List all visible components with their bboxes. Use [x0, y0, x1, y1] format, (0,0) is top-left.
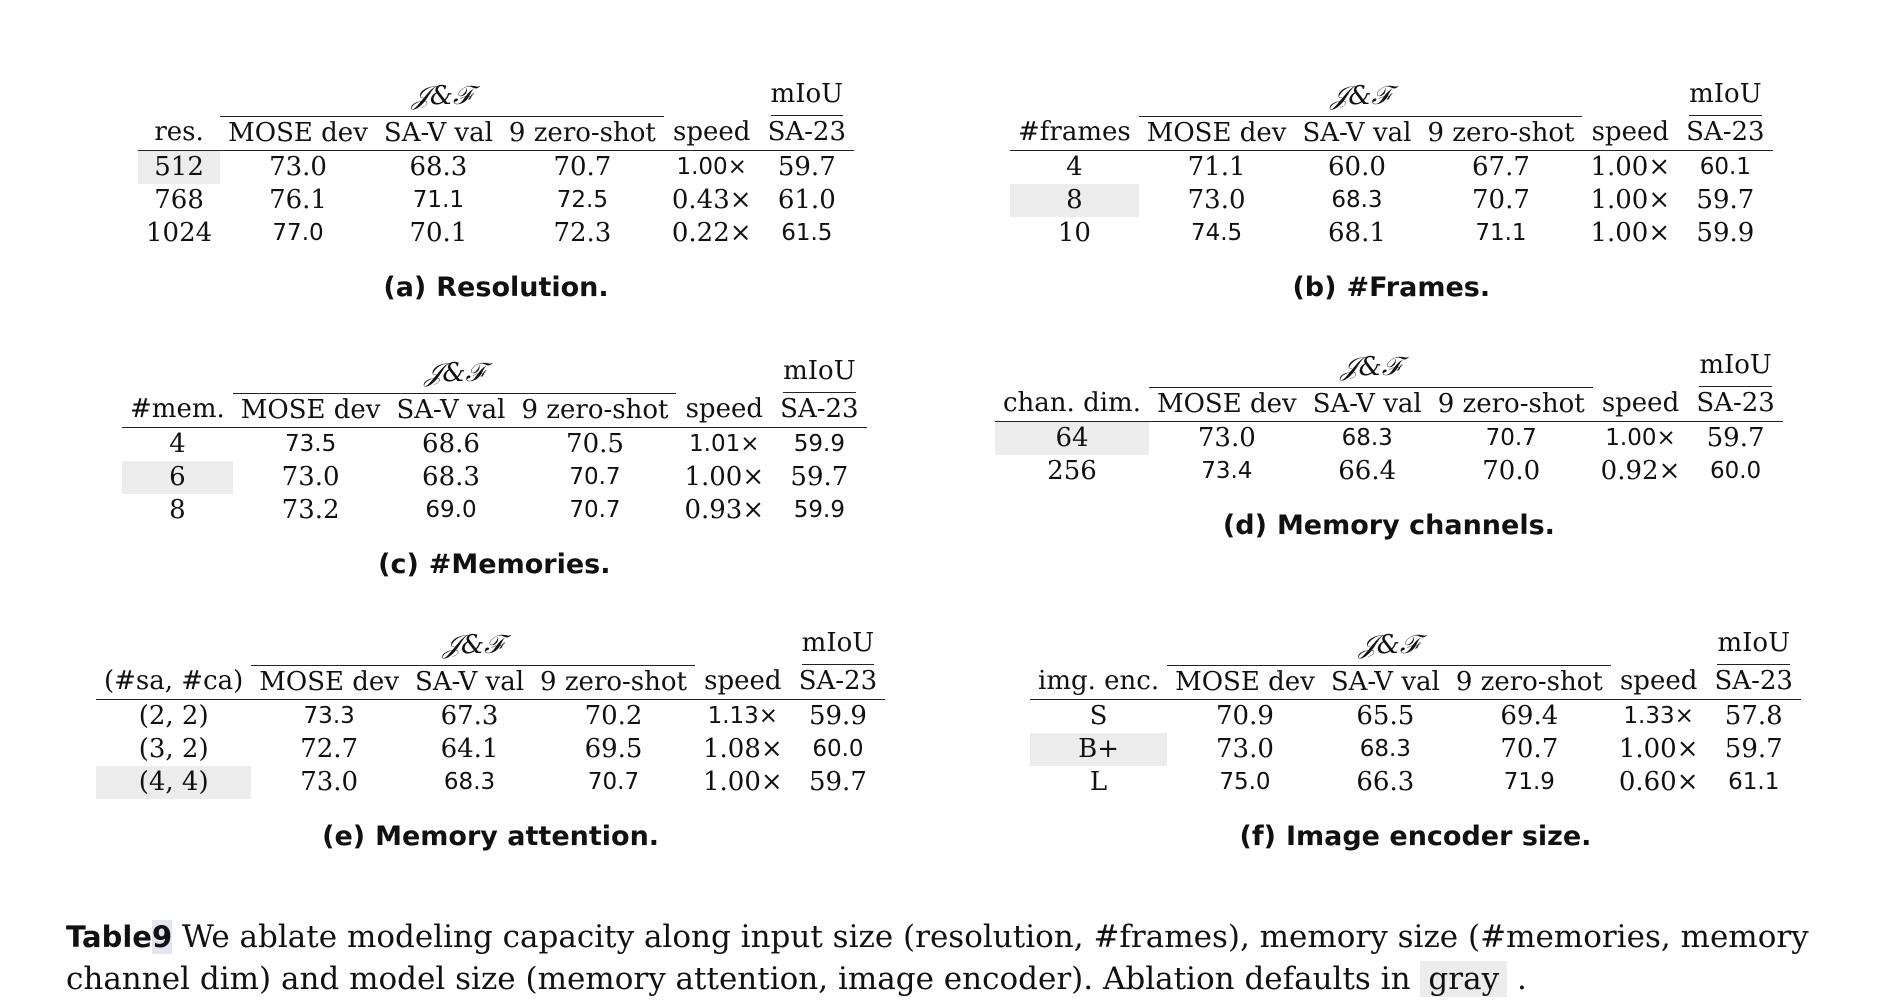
table-cell: 1.00×: [684, 461, 765, 492]
group-header-miou: mIoU: [783, 355, 856, 393]
group-header-jf: 𝒥&ℱ: [411, 81, 473, 112]
column-header: 9 zero-shot: [532, 665, 695, 699]
table-cell: 68.3: [1341, 424, 1393, 451]
column-header: res.: [138, 116, 220, 150]
table-cell: 75.0: [1219, 768, 1271, 795]
header-spacer: [1010, 78, 1139, 116]
row-label-cell: 4: [1066, 151, 1083, 182]
group-header-miou: mIoU: [802, 627, 875, 665]
subtable-caption: [1030, 821, 1801, 852]
ablation-table: [122, 355, 867, 527]
table-cell: 73.0: [1187, 184, 1246, 215]
group-header-jf: 𝒥&ℱ: [443, 630, 504, 661]
group-header-cell: [220, 78, 664, 116]
column-header: SA-V val: [1323, 665, 1448, 699]
subtable-b: [1010, 78, 1773, 303]
column-header: MOSE dev: [233, 393, 389, 427]
table-cell: 0.93×: [684, 494, 765, 525]
table-row: [995, 455, 1783, 488]
column-header: #mem.: [122, 393, 233, 427]
header-spacer: [1611, 627, 1707, 665]
table-cell: 69.4: [1500, 700, 1559, 731]
table-cell: 68.3: [1359, 735, 1411, 762]
header-spacer: [1593, 349, 1689, 387]
table-cell: 71.1: [1187, 151, 1246, 182]
ablation-table: [1010, 78, 1773, 250]
table-cell: 71.1: [1475, 219, 1527, 246]
table-cell: 59.7: [777, 151, 836, 182]
table-cell: 64.1: [440, 733, 499, 764]
table-cell: 67.7: [1472, 151, 1530, 182]
column-header: 9 zero-shot: [1448, 665, 1611, 699]
table-cell: 70.1: [409, 217, 468, 248]
subtable-caption-text: Memory attention.: [375, 820, 660, 852]
group-header-miou-cell: [1678, 78, 1772, 116]
column-header: 9 zero-shot: [501, 116, 664, 150]
table-cell: 73.0: [1197, 422, 1256, 453]
table-row: [1030, 766, 1801, 799]
group-header-jf: 𝒥&ℱ: [1358, 630, 1420, 661]
table-cell: 69.0: [425, 496, 477, 523]
table-row: [1010, 184, 1773, 217]
table-cell: 61.5: [781, 219, 833, 246]
table-cell: 74.5: [1190, 219, 1243, 246]
subtable-f: [1030, 627, 1801, 852]
row-label-cell: 4: [169, 428, 186, 459]
group-header-jf: 𝒥&ℱ: [424, 358, 485, 389]
table-cell: 1.08×: [703, 733, 783, 764]
row-label-cell: 256: [1047, 455, 1097, 486]
table-cell: 59.7: [808, 766, 867, 797]
column-header: speed: [1582, 116, 1678, 150]
column-header: SA-23: [1678, 116, 1772, 150]
table-cell: 70.7: [553, 151, 612, 182]
row-label-cell: B+: [1030, 733, 1167, 766]
table-cell: 77.0: [272, 219, 324, 246]
table-cell: 68.1: [1328, 217, 1386, 248]
table-cell: 66.3: [1356, 766, 1415, 797]
table-cell: 1.13×: [707, 702, 779, 729]
table-cell: 61.0: [777, 184, 836, 215]
table-row: [995, 421, 1783, 455]
group-header-miou: mIoU: [771, 78, 844, 116]
subtable-c: [122, 355, 867, 580]
table-cell: 59.7: [790, 461, 849, 492]
group-header-jf: 𝒥&ℱ: [1330, 81, 1391, 112]
column-header: speed: [1593, 387, 1689, 421]
table-row: [138, 184, 854, 217]
table-row: [96, 733, 885, 766]
table-row: [122, 461, 867, 494]
group-header-cell: [1167, 627, 1611, 665]
table-cell: 76.1: [269, 184, 327, 215]
caption-label: Table: [66, 920, 152, 954]
table-cell: 70.7: [569, 496, 621, 523]
caption-number[interactable]: 9: [151, 920, 173, 954]
group-header-miou: mIoU: [1699, 349, 1772, 387]
table-cell: 57.8: [1724, 700, 1783, 731]
group-header-miou-cell: [760, 78, 854, 116]
subtable-e: [96, 627, 885, 852]
caption-gray-word: gray: [1420, 961, 1507, 997]
table-cell: 71.9: [1503, 768, 1555, 795]
column-header: 9 zero-shot: [1430, 387, 1593, 421]
column-header: SA-23: [772, 393, 866, 427]
table-cell: 1.33×: [1623, 702, 1694, 729]
row-label-cell: 6: [122, 461, 233, 494]
column-header: SA-V val: [376, 116, 501, 150]
table-cell: 67.3: [440, 700, 499, 731]
column-header: MOSE dev: [1167, 665, 1323, 699]
row-label-cell: (4, 4): [96, 766, 251, 799]
ablation-table: [995, 349, 1783, 488]
subtable-caption-text: Image encoder size.: [1285, 820, 1592, 852]
column-header: 9 zero-shot: [514, 393, 677, 427]
table-cell: 59.9: [1696, 217, 1755, 248]
column-header: speed: [695, 665, 791, 699]
table-cell: 0.60×: [1618, 766, 1699, 797]
column-header: 9 zero-shot: [1419, 116, 1582, 150]
group-header-cell: [1139, 78, 1583, 116]
table-row: [122, 427, 867, 461]
row-label-cell: 10: [1057, 217, 1091, 248]
column-header: SA-V val: [1294, 116, 1419, 150]
table-cell: 1.00×: [1590, 151, 1671, 182]
table-row: [122, 494, 867, 527]
table-cell: 70.7: [1485, 424, 1537, 451]
table-cell: 59.7: [1706, 422, 1765, 453]
table-cell: 59.7: [1696, 184, 1755, 215]
column-header: SA-V val: [1305, 387, 1430, 421]
table-cell: 70.2: [584, 700, 643, 731]
subtable-caption-text: #Memories.: [428, 548, 611, 580]
column-header: SA-23: [791, 665, 885, 699]
group-header-miou: mIoU: [1717, 627, 1790, 665]
row-label-cell: (2, 2): [138, 700, 209, 731]
ablation-table: [96, 627, 885, 799]
subtable-caption-text: Resolution.: [436, 271, 609, 303]
table-cell: 70.5: [566, 428, 624, 459]
table-cell: 72.5: [556, 186, 608, 213]
column-header: MOSE dev: [1139, 116, 1295, 150]
table-cell: 0.43×: [671, 184, 752, 215]
subtable-caption-label: (a): [383, 271, 427, 303]
column-header: speed: [676, 393, 772, 427]
table-cell: 59.9: [793, 430, 845, 457]
subtable-caption: [138, 272, 854, 303]
row-label-cell: (3, 2): [138, 733, 209, 764]
table-cell: 1.00×: [703, 766, 783, 797]
subtable-d: [995, 349, 1783, 541]
table-cell: 70.7: [587, 768, 640, 795]
table-cell: 72.3: [553, 217, 612, 248]
subtable-caption-label: (f): [1239, 820, 1276, 852]
table-cell: 60.0: [1709, 457, 1762, 484]
table-cell: 69.5: [584, 733, 643, 764]
subtable-caption: [122, 549, 867, 580]
table-cell: 59.9: [793, 496, 845, 523]
caption-text-before: We ablate modeling capacity along input size (resolution, #frames), memory size (#memories, memory channel dim) and model size (memory attention, image encoder). Ablation defaults in: [66, 919, 1809, 997]
subtable-caption-label: (d): [1222, 509, 1267, 541]
column-header: speed: [664, 116, 760, 150]
column-header: #frames: [1010, 116, 1139, 150]
table-row: [1010, 150, 1773, 184]
table-cell: 1.00×: [1590, 217, 1671, 248]
table-cell: 60.1: [1699, 153, 1751, 180]
header-spacer: [1582, 78, 1678, 116]
column-header: speed: [1611, 665, 1707, 699]
table-row: [96, 766, 885, 799]
table-cell: 71.1: [412, 186, 465, 213]
table-cell: 1.00×: [1590, 184, 1671, 215]
table-cell: 70.9: [1216, 700, 1274, 731]
column-header: MOSE dev: [1149, 387, 1305, 421]
header-spacer: [138, 78, 220, 116]
table-cell: 0.22×: [671, 217, 752, 248]
row-label-cell: 64: [995, 421, 1149, 455]
table-cell: 70.0: [1482, 455, 1541, 486]
table-cell: 59.7: [1724, 733, 1783, 764]
group-header-miou-cell: [1688, 349, 1782, 387]
group-header-cell: [1149, 349, 1593, 387]
row-label-cell: L: [1089, 766, 1108, 797]
row-label-cell: 8: [169, 494, 186, 525]
column-header: SA-23: [760, 116, 854, 150]
table-cell: 73.2: [281, 494, 340, 525]
table-cell: 60.0: [1328, 151, 1386, 182]
group-header-cell: [251, 627, 695, 665]
table-cell: 70.7: [1500, 733, 1559, 764]
subtable-caption-label: (c): [378, 548, 419, 580]
header-spacer: [676, 355, 772, 393]
table-cell: 1.01×: [689, 430, 760, 457]
header-spacer: [664, 78, 760, 116]
table-cell: 66.4: [1338, 455, 1397, 486]
column-header: (#sa, #ca): [96, 665, 251, 699]
table-cell: 68.3: [409, 151, 468, 182]
ablation-table: [1030, 627, 1801, 799]
table-cell: 68.3: [443, 768, 496, 795]
table-cell: 70.7: [569, 463, 621, 490]
table-cell: 73.0: [300, 766, 359, 797]
table-cell: 73.0: [281, 461, 340, 492]
subtable-caption-label: (b): [1292, 271, 1337, 303]
subtable-caption-text: Memory channels.: [1276, 509, 1555, 541]
subtable-caption-label: (e): [322, 820, 366, 852]
column-header: SA-V val: [407, 665, 532, 699]
table-row: [1030, 733, 1801, 766]
table-cell: 61.1: [1728, 768, 1780, 795]
table-caption: [66, 916, 1876, 1000]
table-row: [138, 217, 854, 250]
table-row: [138, 150, 854, 184]
table-cell: 73.0: [1216, 733, 1274, 764]
group-header-jf: 𝒥&ℱ: [1340, 352, 1401, 383]
row-label-cell: 8: [1010, 184, 1139, 217]
header-spacer: [695, 627, 791, 665]
group-header-miou-cell: [791, 627, 885, 665]
table-cell: 73.0: [269, 151, 327, 182]
table-cell: 73.5: [285, 430, 337, 457]
column-header: img. enc.: [1030, 665, 1167, 699]
table-row: [96, 699, 885, 733]
table-cell: 1.00×: [1605, 424, 1676, 451]
table-cell: 0.92×: [1600, 455, 1681, 486]
header-spacer: [96, 627, 251, 665]
table-cell: 59.9: [808, 700, 867, 731]
column-header: MOSE dev: [251, 665, 407, 699]
column-header: MOSE dev: [220, 116, 376, 150]
group-header-miou: mIoU: [1689, 78, 1762, 116]
row-label-cell: 1024: [146, 217, 213, 248]
table-cell: 65.5: [1356, 700, 1415, 731]
subtable-caption: [96, 821, 885, 852]
table-cell: 1.00×: [676, 153, 747, 180]
table-cell: 60.0: [812, 735, 864, 762]
subtable-caption-text: #Frames.: [1346, 271, 1491, 303]
row-label-cell: 512: [138, 150, 220, 184]
subtable-caption: [1010, 272, 1773, 303]
group-header-miou-cell: [1707, 627, 1801, 665]
subtable-a: [138, 78, 854, 303]
header-spacer: [122, 355, 233, 393]
table-cell: 68.6: [422, 428, 480, 459]
group-header-miou-cell: [772, 355, 866, 393]
column-header: SA-23: [1688, 387, 1782, 421]
group-header-cell: [233, 355, 677, 393]
table-cell: 72.7: [300, 733, 359, 764]
table-cell: 73.4: [1201, 457, 1253, 484]
ablation-table: [138, 78, 854, 250]
table-cell: 68.3: [422, 461, 480, 492]
caption-text-after: .: [1507, 961, 1527, 997]
row-label-cell: S: [1089, 700, 1108, 731]
row-label-cell: 768: [154, 184, 204, 215]
table-row: [1010, 217, 1773, 250]
table-cell: 73.3: [303, 702, 355, 729]
column-header: SA-23: [1707, 665, 1801, 699]
table-cell: 68.3: [1331, 186, 1383, 213]
header-spacer: [1030, 627, 1167, 665]
column-header: chan. dim.: [995, 387, 1149, 421]
subtable-caption: [995, 510, 1783, 541]
table-cell: 70.7: [1472, 184, 1530, 215]
table-cell: 1.00×: [1618, 733, 1699, 764]
column-header: SA-V val: [388, 393, 513, 427]
table-row: [1030, 699, 1801, 733]
header-spacer: [995, 349, 1149, 387]
